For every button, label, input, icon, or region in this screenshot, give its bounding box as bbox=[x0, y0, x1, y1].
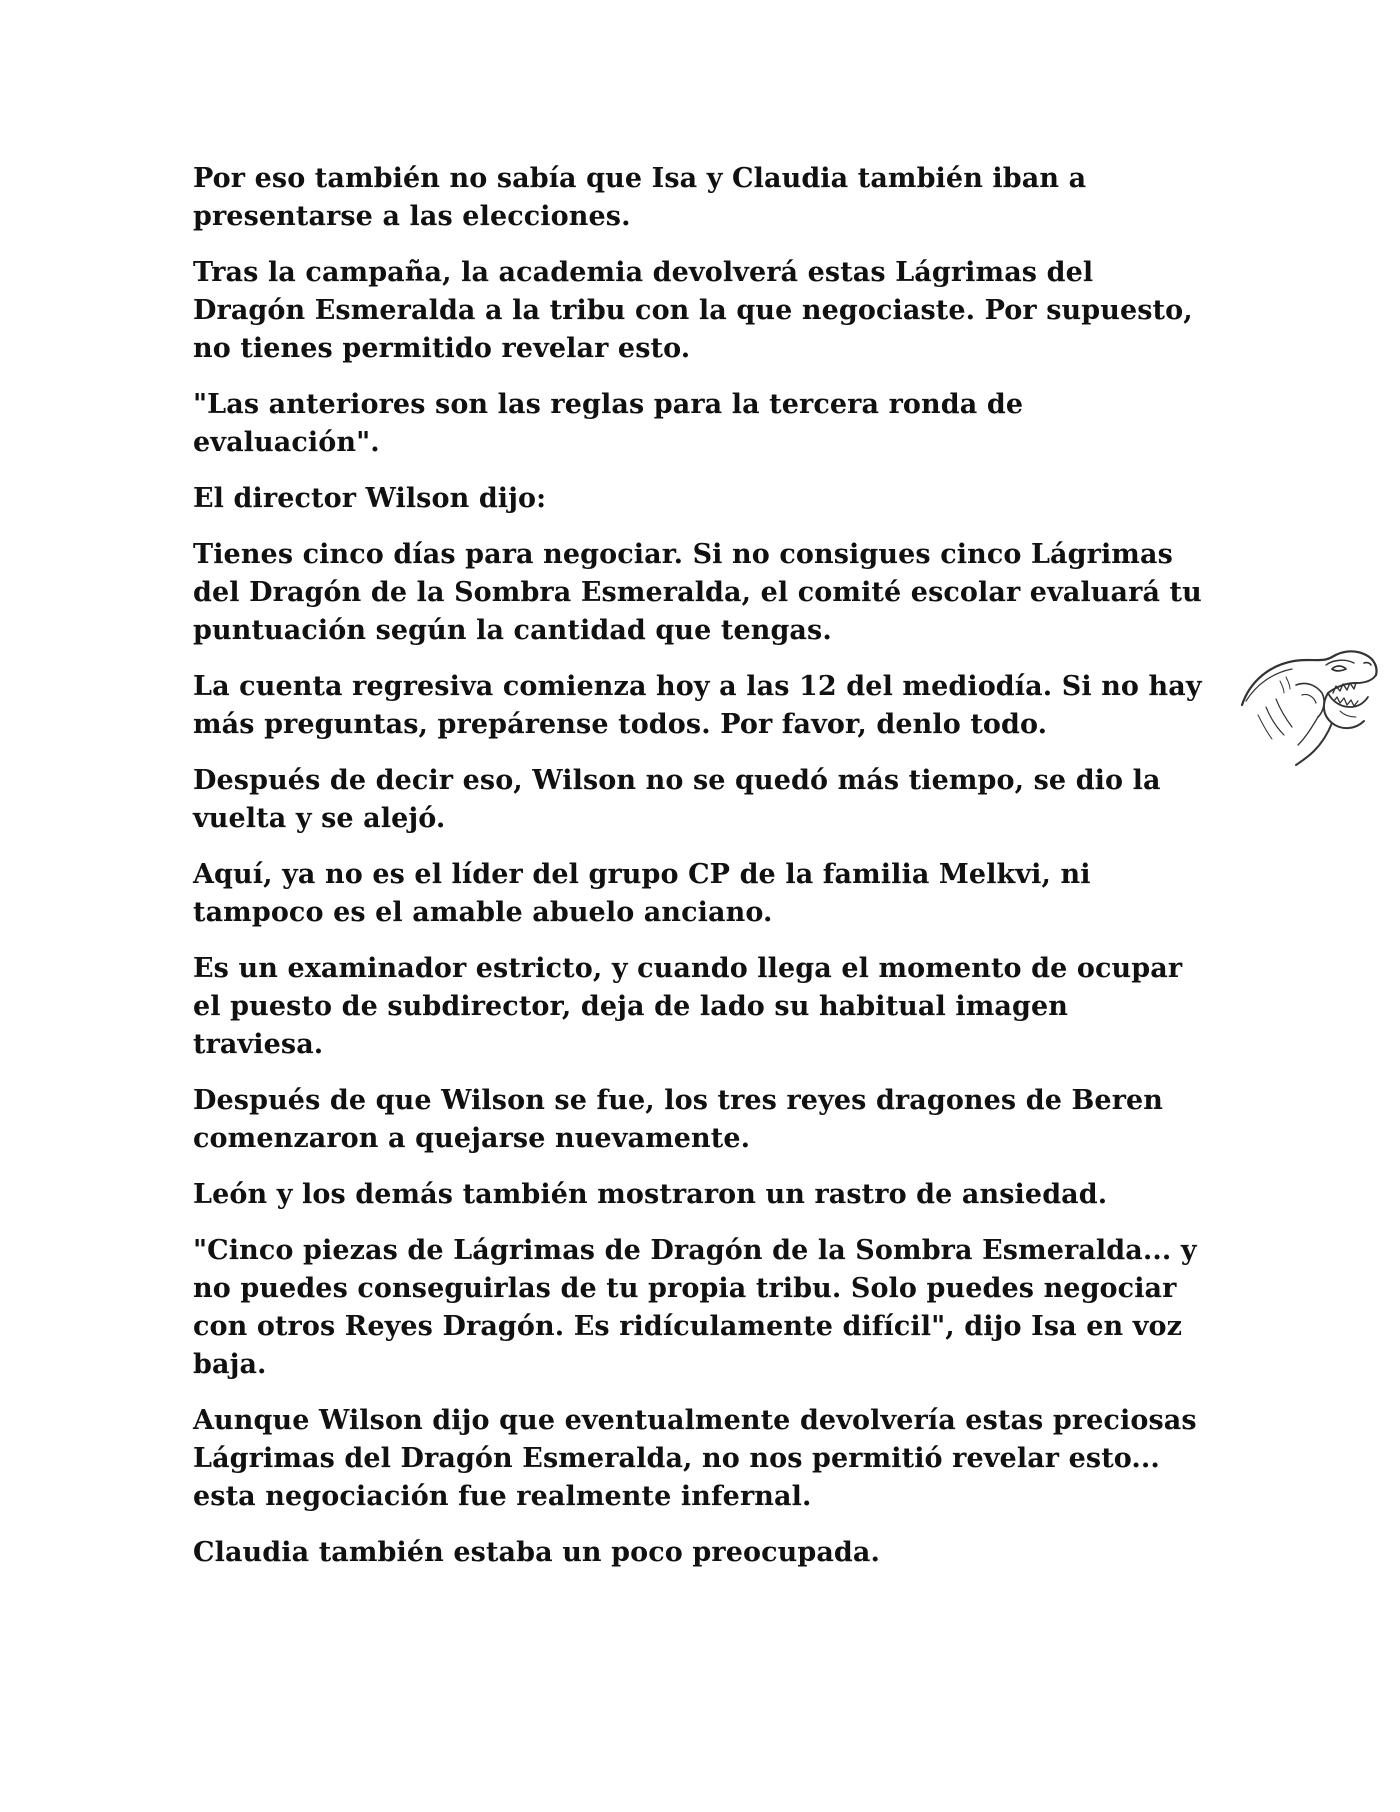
paragraph: Aunque Wilson dijo que eventualmente devolvería estas preciosas Lágrimas del Dragón Esmeralda, no nos permitió revelar esto... esta negociación fue realmente infernal. bbox=[193, 1405, 1197, 1512]
paragraph: Tras la campaña, la academia devolverá estas Lágrimas del Dragón Esmeralda a la tribu con la que negociaste. Por supuesto, no tienes permitido revelar esto. bbox=[193, 257, 1193, 364]
paragraph: "Las anteriores son las reglas para la tercera ronda de evaluación". bbox=[193, 389, 1024, 458]
paragraph: Tienes cinco días para negociar. Si no consigues cinco Lágrimas del Dragón de la Sombra Esmeralda, el comité escolar evaluará tu puntuación según la cantidad que tengas. bbox=[193, 539, 1202, 646]
paragraph: Por eso también no sabía que Isa y Claudia también iban a presentarse a las elecciones. bbox=[193, 163, 1087, 232]
paragraph: Después de decir eso, Wilson no se quedó más tiempo, se dio la vuelta y se alejó. bbox=[193, 765, 1161, 834]
paragraph: Aquí, ya no es el líder del grupo CP de la familia Melkvi, ni tampoco es el amable abuelo anciano. bbox=[193, 859, 1091, 928]
paragraph: El director Wilson dijo: bbox=[193, 483, 547, 514]
paragraph: Es un examinador estricto, y cuando llega el momento de ocupar el puesto de subdirector, deja de lado su habitual imagen traviesa. bbox=[193, 953, 1183, 1060]
paragraph: La cuenta regresiva comienza hoy a las 12 del mediodía. Si no hay más preguntas, prepárense todos. Por favor, denlo todo. bbox=[193, 671, 1202, 740]
paragraph: "Cinco piezas de Lágrimas de Dragón de la Sombra Esmeralda... y no puedes conseguirlas de tu propia tribu. Solo puedes negociar con otros Reyes Dragón. Es ridículamente difícil", dijo Isa en voz baja. bbox=[193, 1235, 1197, 1380]
dragon-head-sketch-icon bbox=[1236, 641, 1384, 769]
body-text bbox=[193, 160, 1203, 1590]
paragraph: León y los demás también mostraron un rastro de ansiedad. bbox=[193, 1179, 1108, 1210]
paragraph: Después de que Wilson se fue, los tres reyes dragones de Beren comenzaron a quejarse nuevamente. bbox=[193, 1085, 1164, 1154]
paragraph: Claudia también estaba un poco preocupada. bbox=[193, 1537, 881, 1568]
